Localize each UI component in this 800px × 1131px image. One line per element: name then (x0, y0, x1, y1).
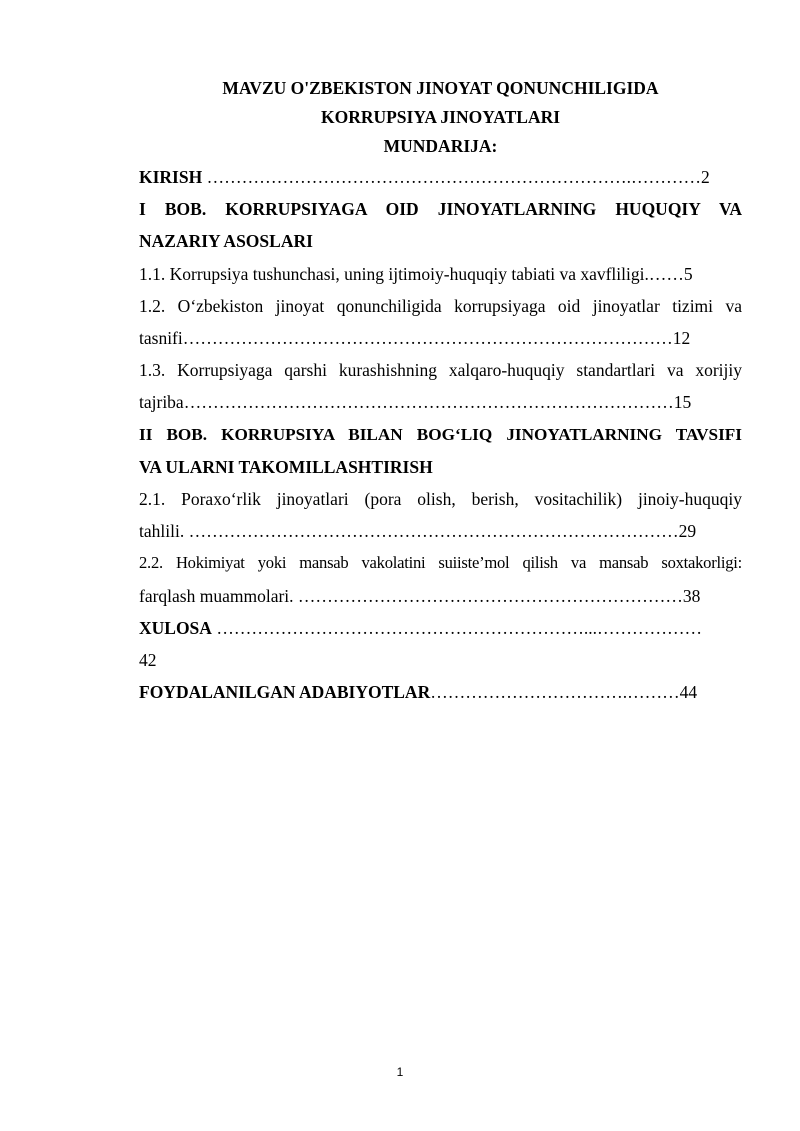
toc-chapter-1-line-1: I BOB. KORRUPSIYAGA OID JINOYATLARNING HUQUQIY VA (139, 199, 742, 220)
toc-entry-kirish (139, 161, 742, 193)
toc-section-1-2-line-1: 1.2. O‘zbekiston jinoyat qonunchiligida korrupsiyaga oid jinoyatlar tizimi va (139, 295, 742, 316)
toc-leader-dots: ………………………………………………………...……………… (211, 617, 702, 638)
toc-page-number: 15 (673, 392, 692, 413)
toc-leader-dots: ……………………………………………………………….………… (202, 167, 701, 187)
toc-page-number: 2 (700, 167, 710, 187)
toc-section-2-2-line-2 (139, 580, 742, 612)
toc-section-2-1-line-2 (139, 515, 742, 547)
toc-entry-text: tahlili. ………………………………………………………………………… (139, 521, 679, 542)
toc-page-number: 12 (672, 328, 691, 349)
toc-section-2-2-line-1: 2.2. Hokimiyat yoki mansab vakolatini suiiste’mol qilish va mansab soxtakorligi: (139, 553, 742, 573)
table-of-contents (139, 161, 742, 708)
toc-entry-text: tajriba………………………………………………………………………… (139, 392, 674, 413)
toc-entry-label: XULOSA (139, 617, 212, 638)
toc-section-1-2-line-2 (139, 322, 742, 354)
toc-entry-text: 1.1. Korrupsiya tushunchasi, uning ijtimoiy-huquqiy tabiati va xavfliligi.…… (139, 263, 684, 284)
contents-heading: MUNDARIJA: (383, 136, 498, 156)
toc-page-number: 44 (679, 682, 698, 703)
toc-page-number: 5 (683, 263, 693, 284)
document-title-line-1: MAVZU O'ZBEKISTON JINOYAT QONUNCHILIGIDA (222, 78, 659, 98)
toc-entry-text: farqlash muammolari. ………………………………………………………… (139, 585, 683, 606)
document-title-line-2: KORRUPSIYA JINOYATLARI (320, 107, 561, 127)
toc-entry-label: FOYDALANILGAN ADABIYOTLAR (139, 682, 431, 703)
toc-page-number: 38 (682, 585, 701, 606)
toc-entry-xulosa (139, 612, 742, 644)
toc-entry-xulosa-page: 42 (139, 650, 157, 671)
document-page (139, 74, 742, 708)
toc-chapter-1-line-2: NAZARIY ASOSLARI (139, 231, 313, 252)
toc-leader-dots: …………………………….……… (430, 682, 680, 703)
toc-section-1-3-line-2 (139, 386, 742, 418)
toc-page-number: 29 (678, 521, 697, 542)
toc-entry-text: tasnifi………………………………………………………………………… (139, 328, 673, 349)
toc-entry-label: KIRISH (139, 167, 203, 187)
page-number-footer: 1 (396, 1065, 404, 1079)
toc-chapter-2-line-2: VA ULARNI TAKOMILLASHTIRISH (139, 456, 433, 477)
toc-section-2-1-line-1: 2.1. Poraxo‘rlik jinoyatlari (pora olish, berish, vositachilik) jinoiy-huquqiy (139, 489, 742, 510)
toc-entry-adabiyotlar (139, 676, 742, 708)
toc-chapter-2-line-1: II BOB. KORRUPSIYA BILAN BOG‘LIQ JINOYATLARNING TAVSIFI (139, 424, 742, 444)
toc-section-1-1 (139, 258, 742, 290)
toc-section-1-3-line-1: 1.3. Korrupsiyaga qarshi kurashishning xalqaro-huquqiy standartlari va xorijiy (139, 360, 742, 381)
